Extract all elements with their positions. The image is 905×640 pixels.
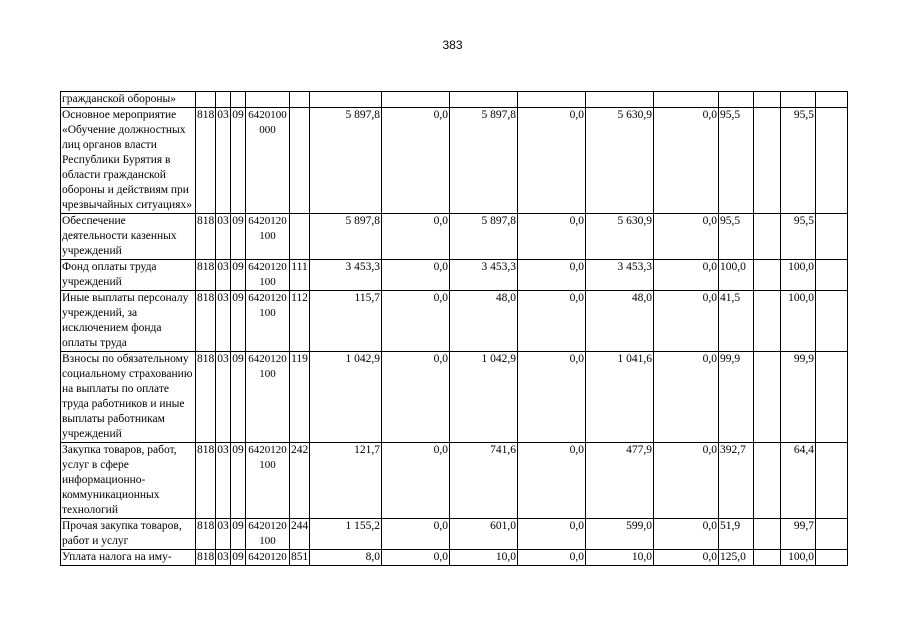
value-2-cell: 0,0 xyxy=(382,108,450,214)
row-name-cell: Взносы по обязательному социальному страхованию на выплаты по оплате труда работников и иные выплаты работникам учреждений xyxy=(61,352,196,443)
spacer-cell xyxy=(816,291,848,352)
pr-code-cell: 09 xyxy=(231,260,246,291)
spacer-cell xyxy=(816,550,848,566)
value-2-cell: 0,0 xyxy=(382,291,450,352)
gr-code-cell xyxy=(196,92,216,108)
spacer-cell xyxy=(754,352,781,443)
csr-code-cell: 6420120 xyxy=(246,550,290,566)
gr-code-cell: 818 xyxy=(196,108,216,214)
gr-code-cell: 818 xyxy=(196,352,216,443)
value-2-cell: 0,0 xyxy=(382,519,450,550)
rz-code-cell: 03 xyxy=(216,443,231,519)
percent-1-cell xyxy=(719,92,754,108)
rz-code-cell: 03 xyxy=(216,550,231,566)
table-row xyxy=(61,214,848,260)
vr-code-cell xyxy=(290,214,310,260)
pr-code-cell: 09 xyxy=(231,108,246,214)
csr-code-cell: 6420100000 xyxy=(246,108,290,214)
pr-code-cell: 09 xyxy=(231,443,246,519)
value-1-cell: 115,7 xyxy=(310,291,382,352)
percent-1-cell: 125,0 xyxy=(719,550,754,566)
gr-code-cell: 818 xyxy=(196,550,216,566)
value-6-cell: 0,0 xyxy=(654,550,719,566)
value-1-cell xyxy=(310,92,382,108)
value-1-cell: 5 897,8 xyxy=(310,108,382,214)
percent-1-cell: 99,9 xyxy=(719,352,754,443)
value-3-cell: 5 897,8 xyxy=(450,108,518,214)
spacer-cell xyxy=(816,519,848,550)
table-row xyxy=(61,108,848,214)
vr-code-cell: 119 xyxy=(290,352,310,443)
vr-code-cell: 242 xyxy=(290,443,310,519)
value-4-cell: 0,0 xyxy=(518,443,586,519)
row-name-cell: Иные выплаты персоналу учреждений, за исключением фонда оплаты труда xyxy=(61,291,196,352)
table-row xyxy=(61,519,848,550)
value-1-cell: 1 155,2 xyxy=(310,519,382,550)
csr-code-cell: 6420120100 xyxy=(246,214,290,260)
value-1-cell: 1 042,9 xyxy=(310,352,382,443)
percent-1-cell: 95,5 xyxy=(719,214,754,260)
value-6-cell: 0,0 xyxy=(654,291,719,352)
value-5-cell: 477,9 xyxy=(586,443,654,519)
row-name-cell: Обеспечение деятельности казенных учреждений xyxy=(61,214,196,260)
value-2-cell: 0,0 xyxy=(382,260,450,291)
row-name-cell: Закупка товаров, работ, услуг в сфере информационно-коммуникационных технологий xyxy=(61,443,196,519)
value-3-cell: 1 042,9 xyxy=(450,352,518,443)
value-2-cell: 0,0 xyxy=(382,214,450,260)
value-1-cell: 5 897,8 xyxy=(310,214,382,260)
pr-code-cell: 09 xyxy=(231,214,246,260)
value-4-cell: 0,0 xyxy=(518,260,586,291)
gr-code-cell: 818 xyxy=(196,260,216,291)
percent-1-cell: 100,0 xyxy=(719,260,754,291)
value-6-cell xyxy=(654,92,719,108)
value-3-cell: 601,0 xyxy=(450,519,518,550)
gr-code-cell: 818 xyxy=(196,519,216,550)
value-2-cell xyxy=(382,92,450,108)
percent-2-cell: 64,4 xyxy=(781,443,816,519)
value-3-cell: 5 897,8 xyxy=(450,214,518,260)
spacer-cell xyxy=(816,260,848,291)
value-4-cell: 0,0 xyxy=(518,108,586,214)
value-2-cell: 0,0 xyxy=(382,443,450,519)
percent-1-cell: 41,5 xyxy=(719,291,754,352)
value-2-cell: 0,0 xyxy=(382,550,450,566)
row-name-cell: гражданской обороны» xyxy=(61,92,196,108)
vr-code-cell xyxy=(290,92,310,108)
csr-code-cell: 6420120100 xyxy=(246,519,290,550)
spacer-cell xyxy=(754,92,781,108)
value-3-cell xyxy=(450,92,518,108)
value-6-cell: 0,0 xyxy=(654,260,719,291)
row-name-cell: Основное мероприятие «Обучение должностных лиц органов власти Республики Бурятия в области гражданской обороны и действиям при чрезвычайных ситуациях» xyxy=(61,108,196,214)
spacer-cell xyxy=(816,443,848,519)
percent-2-cell: 100,0 xyxy=(781,550,816,566)
gr-code-cell: 818 xyxy=(196,443,216,519)
rz-code-cell: 03 xyxy=(216,352,231,443)
rz-code-cell xyxy=(216,92,231,108)
spacer-cell xyxy=(754,291,781,352)
value-6-cell: 0,0 xyxy=(654,519,719,550)
value-5-cell: 5 630,9 xyxy=(586,214,654,260)
value-1-cell: 3 453,3 xyxy=(310,260,382,291)
csr-code-cell: 6420120100 xyxy=(246,352,290,443)
value-5-cell: 10,0 xyxy=(586,550,654,566)
rz-code-cell: 03 xyxy=(216,214,231,260)
pr-code-cell: 09 xyxy=(231,291,246,352)
vr-code-cell xyxy=(290,108,310,214)
value-1-cell: 8,0 xyxy=(310,550,382,566)
percent-1-cell: 392,7 xyxy=(719,443,754,519)
rz-code-cell: 03 xyxy=(216,519,231,550)
vr-code-cell: 244 xyxy=(290,519,310,550)
percent-1-cell: 51,9 xyxy=(719,519,754,550)
pr-code-cell xyxy=(231,92,246,108)
vr-code-cell: 111 xyxy=(290,260,310,291)
table-row xyxy=(61,352,848,443)
value-3-cell: 741,6 xyxy=(450,443,518,519)
csr-code-cell: 6420120100 xyxy=(246,260,290,291)
spacer-cell xyxy=(816,214,848,260)
csr-code-cell xyxy=(246,92,290,108)
page-number: 383 xyxy=(442,38,463,52)
gr-code-cell: 818 xyxy=(196,214,216,260)
percent-2-cell: 99,9 xyxy=(781,352,816,443)
row-name-cell: Фонд оплаты труда учреждений xyxy=(61,260,196,291)
spacer-cell xyxy=(754,550,781,566)
table-row xyxy=(61,92,848,108)
value-6-cell: 0,0 xyxy=(654,108,719,214)
table-row xyxy=(61,291,848,352)
value-4-cell: 0,0 xyxy=(518,550,586,566)
value-5-cell: 5 630,9 xyxy=(586,108,654,214)
spacer-cell xyxy=(754,214,781,260)
value-4-cell: 0,0 xyxy=(518,519,586,550)
value-6-cell: 0,0 xyxy=(654,443,719,519)
budget-table xyxy=(60,91,848,566)
value-4-cell: 0,0 xyxy=(518,214,586,260)
row-name-cell: Прочая закупка товаров, работ и услуг xyxy=(61,519,196,550)
value-5-cell: 599,0 xyxy=(586,519,654,550)
value-5-cell: 3 453,3 xyxy=(586,260,654,291)
csr-code-cell: 6420120100 xyxy=(246,291,290,352)
vr-code-cell: 112 xyxy=(290,291,310,352)
value-6-cell: 0,0 xyxy=(654,214,719,260)
value-6-cell: 0,0 xyxy=(654,352,719,443)
value-5-cell: 48,0 xyxy=(586,291,654,352)
spacer-cell xyxy=(816,92,848,108)
table-row xyxy=(61,443,848,519)
value-5-cell: 1 041,6 xyxy=(586,352,654,443)
value-1-cell: 121,7 xyxy=(310,443,382,519)
table-row xyxy=(61,260,848,291)
value-5-cell xyxy=(586,92,654,108)
percent-2-cell: 95,5 xyxy=(781,214,816,260)
spacer-cell xyxy=(754,108,781,214)
pr-code-cell: 09 xyxy=(231,352,246,443)
percent-2-cell: 100,0 xyxy=(781,291,816,352)
value-4-cell: 0,0 xyxy=(518,291,586,352)
percent-2-cell: 95,5 xyxy=(781,108,816,214)
percent-1-cell: 95,5 xyxy=(719,108,754,214)
value-2-cell: 0,0 xyxy=(382,352,450,443)
rz-code-cell: 03 xyxy=(216,260,231,291)
percent-2-cell xyxy=(781,92,816,108)
gr-code-cell: 818 xyxy=(196,291,216,352)
value-4-cell xyxy=(518,92,586,108)
pr-code-cell: 09 xyxy=(231,550,246,566)
table-row xyxy=(61,550,848,566)
spacer-cell xyxy=(754,443,781,519)
pr-code-cell: 09 xyxy=(231,519,246,550)
value-3-cell: 3 453,3 xyxy=(450,260,518,291)
row-name-cell: Уплата налога на иму- xyxy=(61,550,196,566)
rz-code-cell: 03 xyxy=(216,291,231,352)
percent-2-cell: 99,7 xyxy=(781,519,816,550)
value-4-cell: 0,0 xyxy=(518,352,586,443)
spacer-cell xyxy=(754,260,781,291)
csr-code-cell: 6420120100 xyxy=(246,443,290,519)
percent-2-cell: 100,0 xyxy=(781,260,816,291)
value-3-cell: 48,0 xyxy=(450,291,518,352)
value-3-cell: 10,0 xyxy=(450,550,518,566)
rz-code-cell: 03 xyxy=(216,108,231,214)
vr-code-cell: 851 xyxy=(290,550,310,566)
spacer-cell xyxy=(816,352,848,443)
spacer-cell xyxy=(816,108,848,214)
spacer-cell xyxy=(754,519,781,550)
